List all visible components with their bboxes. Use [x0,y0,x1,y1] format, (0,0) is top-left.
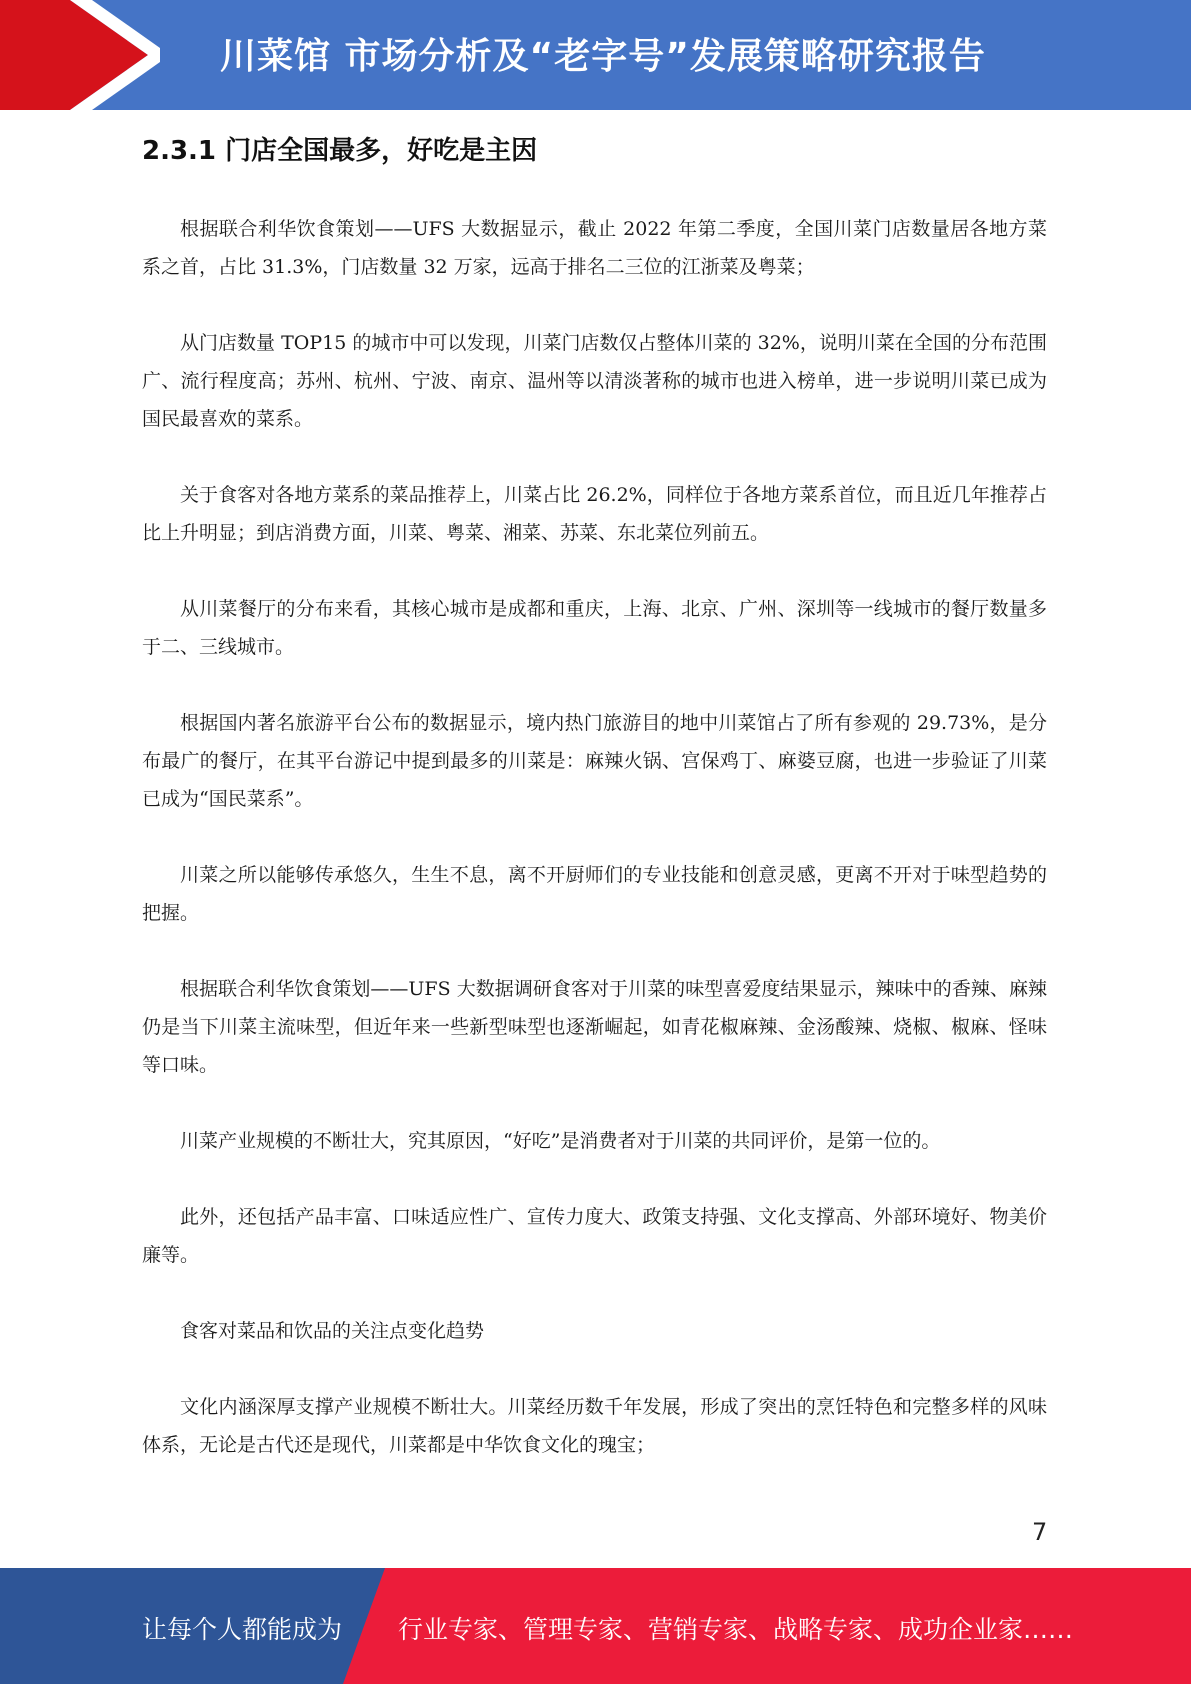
paragraph: 川菜之所以能够传承悠久，生生不息，离不开厨师们的专业技能和创意灵感，更离不开对于味型趋势的把握。 [142,864,1047,924]
paragraph: 食客对菜品和饮品的关注点变化趋势 [180,1320,485,1342]
paragraph: 此外，还包括产品丰富、口味适应性广、宣传力度大、政策支持强、文化支撑高、外部环境好、物美价廉等。 [142,1206,1047,1266]
report-title: 川菜馆 市场分析及“老字号”发展策略研究报告 [220,36,986,77]
paragraph: 川菜产业规模的不断壮大，究其原因，“好吃”是消费者对于川菜的共同评价，是第一位的。 [180,1130,941,1152]
paragraph: 根据联合利华饮食策划——UFS 大数据显示，截止 2022 年第二季度，全国川菜门店数量居各地方菜系之首，占比 31.3%，门店数量 32 万家，远高于排名二三位的江浙菜及粤菜； [142,218,1047,278]
footer-slogan-left: 让每个人都能成为 [142,1615,343,1644]
paragraph: 文化内涵深厚支撑产业规模不断壮大。川菜经历数千年发展，形成了突出的烹饪特色和完整多样的风味体系，无论是古代还是现代，川菜都是中华饮食文化的瑰宝； [142,1396,1047,1456]
paragraph: 根据联合利华饮食策划——UFS 大数据调研食客对于川菜的味型喜爱度结果显示，辣味中的香辣、麻辣仍是当下川菜主流味型，但近年来一些新型味型也逐渐崛起，如青花椒麻辣、金汤酸辣、烧椒、椒麻、怪味等口味。 [142,978,1047,1076]
header-red-chevron [0,0,148,110]
header-chevron-icon [0,0,160,110]
paragraph: 关于食客对各地方菜系的菜品推荐上，川菜占比 26.2%，同样位于各地方菜系首位，而且近几年推荐占比上升明显；到店消费方面，川菜、粤菜、湘菜、苏菜、东北菜位列前五。 [142,484,1047,544]
page-footer [0,1568,1191,1684]
section-heading: 2.3.1 门店全国最多，好吃是主因 [142,136,538,166]
paragraph: 根据国内著名旅游平台公布的数据显示，境内热门旅游目的地中川菜馆占了所有参观的 29.73%，是分布最广的餐厅，在其平台游记中提到最多的川菜是：麻辣火锅、宫保鸡丁、麻婆豆腐，也进一步验证了川菜已成为“国民菜系”。 [142,712,1047,810]
body-text [142,210,1047,1502]
paragraph: 从门店数量 TOP15 的城市中可以发现，川菜门店数仅占整体川菜的 32%，说明川菜在全国的分布范围广、流行程度高；苏州、杭州、宁波、南京、温州等以清淡著称的城市也进入榜单，进一步说明川菜已成为国民最喜欢的菜系。 [142,332,1047,430]
page-number: 7 [1032,1518,1048,1546]
page-header [0,0,1191,110]
footer-slogan-right: 行业专家、管理专家、营销专家、战略专家、成功企业家…… [398,1615,1074,1644]
paragraph: 从川菜餐厅的分布来看，其核心城市是成都和重庆，上海、北京、广州、深圳等一线城市的餐厅数量多于二、三线城市。 [142,598,1047,658]
